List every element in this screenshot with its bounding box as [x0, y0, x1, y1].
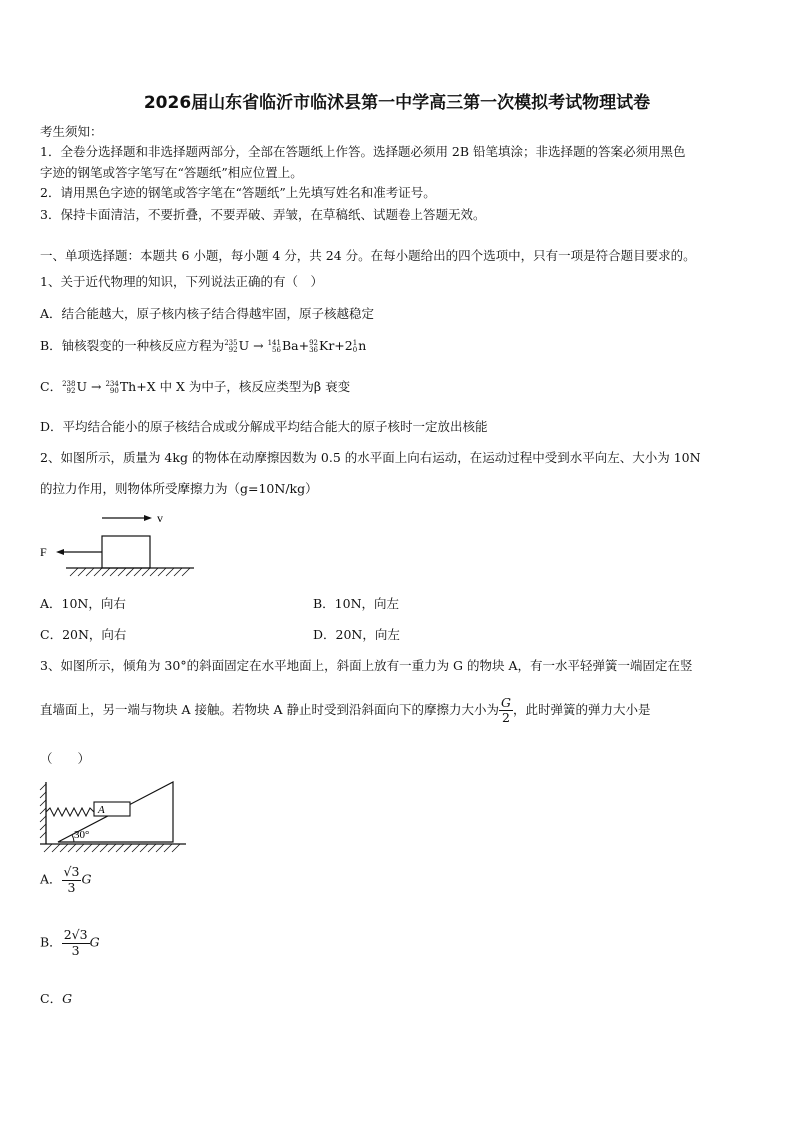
q2-stem-cont: 的拉力作用，则物体所受摩擦力为（g=10N/kg）	[40, 481, 318, 496]
reaction-arrow: →	[90, 379, 102, 394]
nuclide-ba141	[268, 338, 310, 354]
numerator: √3	[63, 864, 80, 879]
notice-item-2: 2．请用黑色字迹的钢笔或答字笔在“答题纸”上先填写姓名和准考证号。	[40, 185, 436, 200]
symbol: U	[238, 338, 250, 353]
q3-figure	[36, 776, 192, 854]
symbol: Th+X	[119, 379, 156, 394]
atomic-number: 92	[66, 386, 76, 395]
q3-stem-tail: ，此时弹簧的弹力大小是	[512, 702, 651, 717]
denominator: 3	[67, 879, 76, 895]
q3-stem-text: 直墙面上，另一端与物块 A 接触。若物块 A 静止时受到沿斜面向下的摩擦力大小为	[40, 702, 499, 717]
q3-stem-cont	[40, 692, 650, 728]
option-label: C．	[40, 991, 63, 1006]
nuclide-kr92	[309, 338, 353, 354]
angle-label: 30°	[74, 829, 90, 841]
q2-option-d: D．20N，向左	[313, 627, 400, 642]
mass-number: 238	[62, 379, 76, 388]
symbol: U	[76, 379, 87, 394]
q3-option-c	[40, 989, 72, 1007]
q2-stem: 2、如图所示，质量为 4kg 的物体在动摩擦因数为 0.5 的水平面上向右运动，在运动过程中受到水平向左、大小为 10N	[40, 450, 701, 465]
q1-stem: 1、关于近代物理的知识，下列说法正确的有（ ）	[40, 274, 323, 289]
block	[102, 536, 150, 568]
ground-hatching	[44, 844, 180, 852]
ground-hatching	[70, 568, 190, 576]
page-title: 2026届山东省临沂市临沭县第一中学高三第一次模拟考试物理试卷	[143, 93, 651, 113]
numerator: 2√3	[63, 927, 88, 942]
q2-option-c: C．20N，向右	[40, 627, 127, 642]
gravity-symbol: G	[62, 991, 73, 1006]
symbol: Ba+	[281, 338, 310, 353]
fraction-sqrt3-over-3	[62, 866, 82, 894]
nuclide-u238	[62, 379, 87, 395]
atomic-number: 36	[309, 345, 318, 354]
atomic-number: 56	[272, 345, 281, 354]
denominator: 2	[501, 710, 510, 725]
atomic-number: 92	[228, 345, 238, 354]
q3-option-b	[40, 929, 100, 957]
mass-number: 92	[309, 338, 318, 347]
notice-item-1-cont: 字迹的钢笔或答字笔写在“答题纸”相应位置上。	[40, 165, 303, 180]
fraction-2sqrt3-over-3	[62, 929, 90, 957]
nuclide-u235	[224, 338, 249, 354]
block-a-label: A	[98, 804, 105, 816]
mass-number: 234	[105, 379, 119, 388]
symbol: Kr+2	[318, 338, 353, 353]
q3-option-a	[40, 866, 91, 894]
q1-option-c	[40, 377, 350, 395]
force-arrowhead	[56, 549, 64, 555]
velocity-arrowhead	[144, 515, 152, 521]
mass-number: 1	[352, 338, 358, 347]
nuclide-neutron	[353, 338, 367, 354]
atomic-number: 90	[109, 386, 119, 395]
reaction-arrow: →	[253, 338, 264, 353]
force-label: F	[40, 545, 47, 559]
wall-hatching	[40, 784, 46, 838]
q3-blank: （ ）	[40, 751, 91, 766]
q3-stem: 3、如图所示，倾角为 30°的斜面固定在水平地面上，斜面上放有一重力为 G 的物块 A，有一水平轻弹簧一端固定在竖	[40, 658, 693, 673]
denominator: 3	[71, 942, 80, 958]
notice-item-3: 3．保持卡面清洁，不要折叠，不要弄破、弄皱，在草稿纸、试题卷上答题无效。	[40, 207, 486, 222]
gravity-symbol: G	[81, 871, 92, 887]
nuclide-th234	[105, 379, 155, 395]
section-heading: 一、单项选择题：本题共 6 小题，每小题 4 分，共 24 分。在每小题给出的四个选项中，只有一项是符合题目要求的。	[40, 248, 696, 263]
q2-figure	[36, 506, 201, 582]
symbol: n	[358, 338, 367, 353]
option-label: B．	[40, 934, 62, 950]
q1-option-b	[40, 336, 366, 354]
fraction-g-over-2	[499, 694, 513, 725]
q2-option-a: A．10N，向右	[40, 596, 126, 611]
numerator: G	[500, 694, 511, 710]
option-label: A．	[40, 871, 62, 887]
q1-option-b-prefix: B．铀核裂变的一种核反应方程为	[40, 338, 225, 353]
q1-option-a: A．结合能越大，原子核内核子结合得越牢固，原子核越稳定	[40, 306, 375, 321]
notice-item-1: 1．全卷分选择题和非选择题两部分，全部在答题纸上作答。选择题必须用 2B 铅笔填涂；非选择题的答案必须用黑色	[40, 144, 686, 159]
q1-option-c-suffix: 中 X 为中子，核反应类型为β 衰变	[155, 379, 351, 394]
q2-option-b: B．10N，向左	[313, 596, 400, 611]
mass-number: 235	[224, 338, 238, 347]
q1-option-c-prefix: C．	[40, 379, 63, 394]
velocity-label: v	[157, 511, 163, 525]
atomic-number: 0	[352, 345, 358, 354]
mass-number: 141	[267, 338, 281, 347]
notice-heading: 考生须知：	[40, 124, 103, 139]
gravity-symbol: G	[89, 934, 100, 950]
spring	[46, 808, 94, 816]
q1-option-d: D．平均结合能小的原子核结合成或分解成平均结合能大的原子核时一定放出核能	[40, 419, 488, 434]
